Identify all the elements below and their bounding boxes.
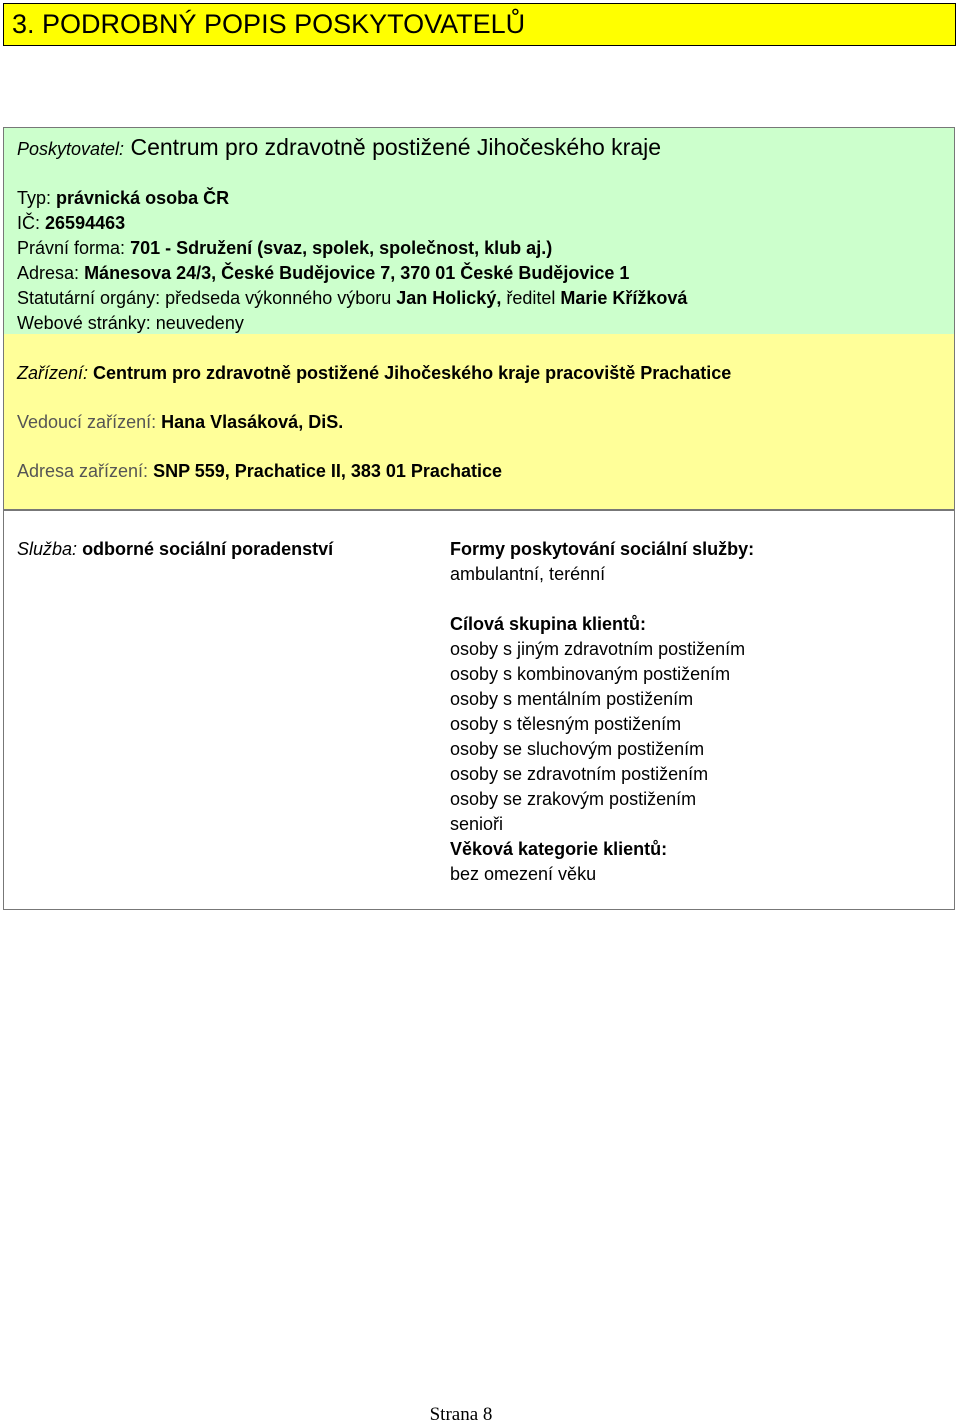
target-group-item: osoby se zrakovým postižením (450, 789, 697, 809)
provider-title (17, 132, 954, 164)
provider-type (17, 186, 954, 211)
provider-statutory-role2: ředitel (506, 288, 556, 308)
page-number: Strana 8 (429, 1404, 493, 1425)
target-group-item: senioři (450, 814, 504, 834)
facility-head-label: Vedoucí zařízení: (17, 412, 157, 432)
provider-ic (17, 211, 954, 236)
provider-box (3, 127, 955, 334)
section-header (3, 3, 956, 46)
provider-type-label: Typ: (17, 188, 52, 208)
age-value: bez omezení věku (450, 864, 597, 884)
forms-value: ambulantní, terénní (450, 564, 606, 584)
facility-address-line (17, 459, 954, 484)
provider-address-value: Mánesova 24/3, České Budějovice 7, 370 01 České Budějovice 1 (84, 263, 630, 283)
provider-name: Centrum pro zdravotně postižené Jihočeského kraje (130, 134, 662, 160)
provider-statutory-label: Statutární orgány: (17, 288, 161, 308)
section-title: 3. PODROBNÝ POPIS POSKYTOVATELŮ (12, 9, 526, 39)
target-group-item: osoby se zdravotním postižením (450, 764, 709, 784)
provider-statutory-name2: Marie Křížková (560, 288, 688, 308)
facility-address-label: Adresa zařízení: (17, 461, 149, 481)
facility-name-line (17, 361, 954, 386)
provider-type-value: právnická osoba ČR (56, 188, 230, 208)
provider-legal-form-value: 701 - Sdružení (svaz, spolek, společnost, klub aj.) (130, 238, 553, 258)
target-group-item: osoby s mentálním postižením (450, 689, 694, 709)
target-group-item: osoby s jiným zdravotním postižením (450, 639, 746, 659)
service-box (3, 510, 955, 910)
provider-address-label: Adresa: (17, 263, 80, 283)
provider-ic-label: IČ: (17, 213, 41, 233)
provider-legal-form-label: Právní forma: (17, 238, 126, 258)
facility-name: Centrum pro zdravotně postižené Jihočeského kraje pracoviště Prachatice (93, 363, 732, 383)
provider-statutory (17, 286, 954, 311)
forms-heading: Formy poskytování sociální služby: (450, 539, 755, 559)
target-group-item: osoby s kombinovaným postižením (450, 664, 731, 684)
service-label: Služba: (17, 539, 78, 559)
provider-web-label: Webové stránky: (17, 313, 151, 333)
provider-legal-form (17, 236, 954, 261)
service-details (450, 537, 754, 887)
provider-address (17, 261, 954, 286)
facility-address-value: SNP 559, Prachatice II, 383 01 Prachatice (153, 461, 502, 481)
age-heading: Věková kategorie klientů: (450, 839, 668, 859)
service-value: odborné sociální poradenství (82, 539, 334, 559)
provider-ic-value: 26594463 (45, 213, 126, 233)
facility-head-line (17, 410, 954, 435)
facility-label: Zařízení: (17, 363, 89, 383)
provider-statutory-name1: Jan Holický, (396, 288, 502, 308)
facility-box (3, 334, 955, 510)
target-group-item: osoby s tělesným postižením (450, 714, 682, 734)
facility-head-value: Hana Vlasáková, DiS. (161, 412, 344, 432)
provider-label: Poskytovatel: (17, 139, 125, 159)
service-line (17, 537, 333, 562)
provider-web (17, 311, 954, 336)
provider-web-value: neuvedeny (155, 313, 244, 333)
provider-statutory-role1: předseda výkonného výboru (165, 288, 392, 308)
target-group-item: osoby se sluchovým postižením (450, 739, 705, 759)
target-heading: Cílová skupina klientů: (450, 614, 647, 634)
